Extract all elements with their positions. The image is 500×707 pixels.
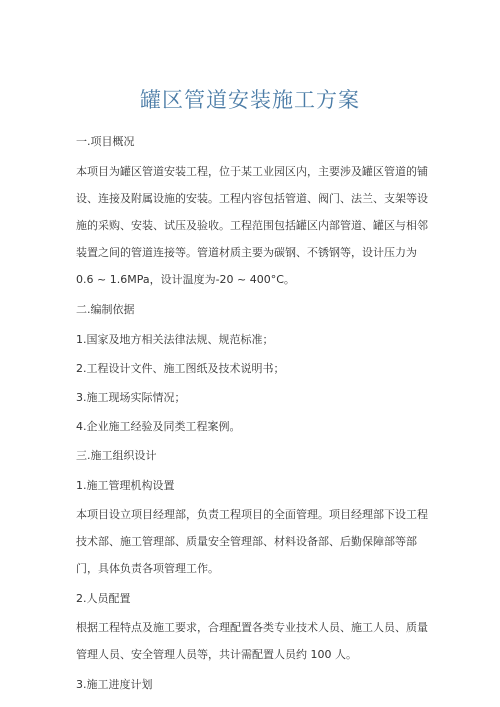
basis-item-1: 1.国家及地方相关法律法规、规范标准； — [76, 333, 274, 346]
section-heading-basis: 二.编制依据 — [76, 303, 135, 316]
subheading-staffing: 2.人员配置 — [76, 592, 131, 605]
section-heading-construction-organization: 三.施工组织设计 — [76, 449, 157, 462]
paragraph-project-overview: 本项目为罐区管道安装工程，位于某工业园区内，主要涉及罐区管道的铺设、连接及附属设施的安装。工程内容包括管道、阀门、法兰、支架等设施的采购、安装、试压及验收。工程范围包括罐区内部管道、罐区与相邻装置之间的管道连接等。管道材质主要为碳钢、不锈钢等，设计压力为 0.6 ~ 1.6MPa，设计温度为-20 ~ 400°C。 — [76, 165, 428, 286]
basis-item-3: 3.施工现场实际情况； — [76, 391, 186, 404]
document-body — [76, 128, 430, 700]
document-title: 罐区管道安装施工方案 — [140, 88, 360, 112]
subheading-management-structure: 1.施工管理机构设置 — [76, 479, 175, 492]
paragraph-management-structure: 本项目设立项目经理部，负责工程项目的全面管理。项目经理部下设工程技术部、施工管理部、质量安全管理部、材料设备部、后勤保障部等部门，具体负责各项管理工作。 — [76, 508, 428, 575]
basis-item-4: 4.企业施工经验及同类工程案例。 — [76, 420, 241, 433]
subheading-schedule: 3.施工进度计划 — [76, 678, 153, 691]
section-heading-project-overview: 一.项目概况 — [76, 135, 135, 148]
basis-item-2: 2.工程设计文件、施工图纸及技术说明书； — [76, 362, 285, 375]
paragraph-staffing: 根据工程特点及施工要求，合理配置各类专业技术人员、施工人员、质量管理人员、安全管理人员等，共计需配置人员约 100 人。 — [76, 621, 428, 661]
